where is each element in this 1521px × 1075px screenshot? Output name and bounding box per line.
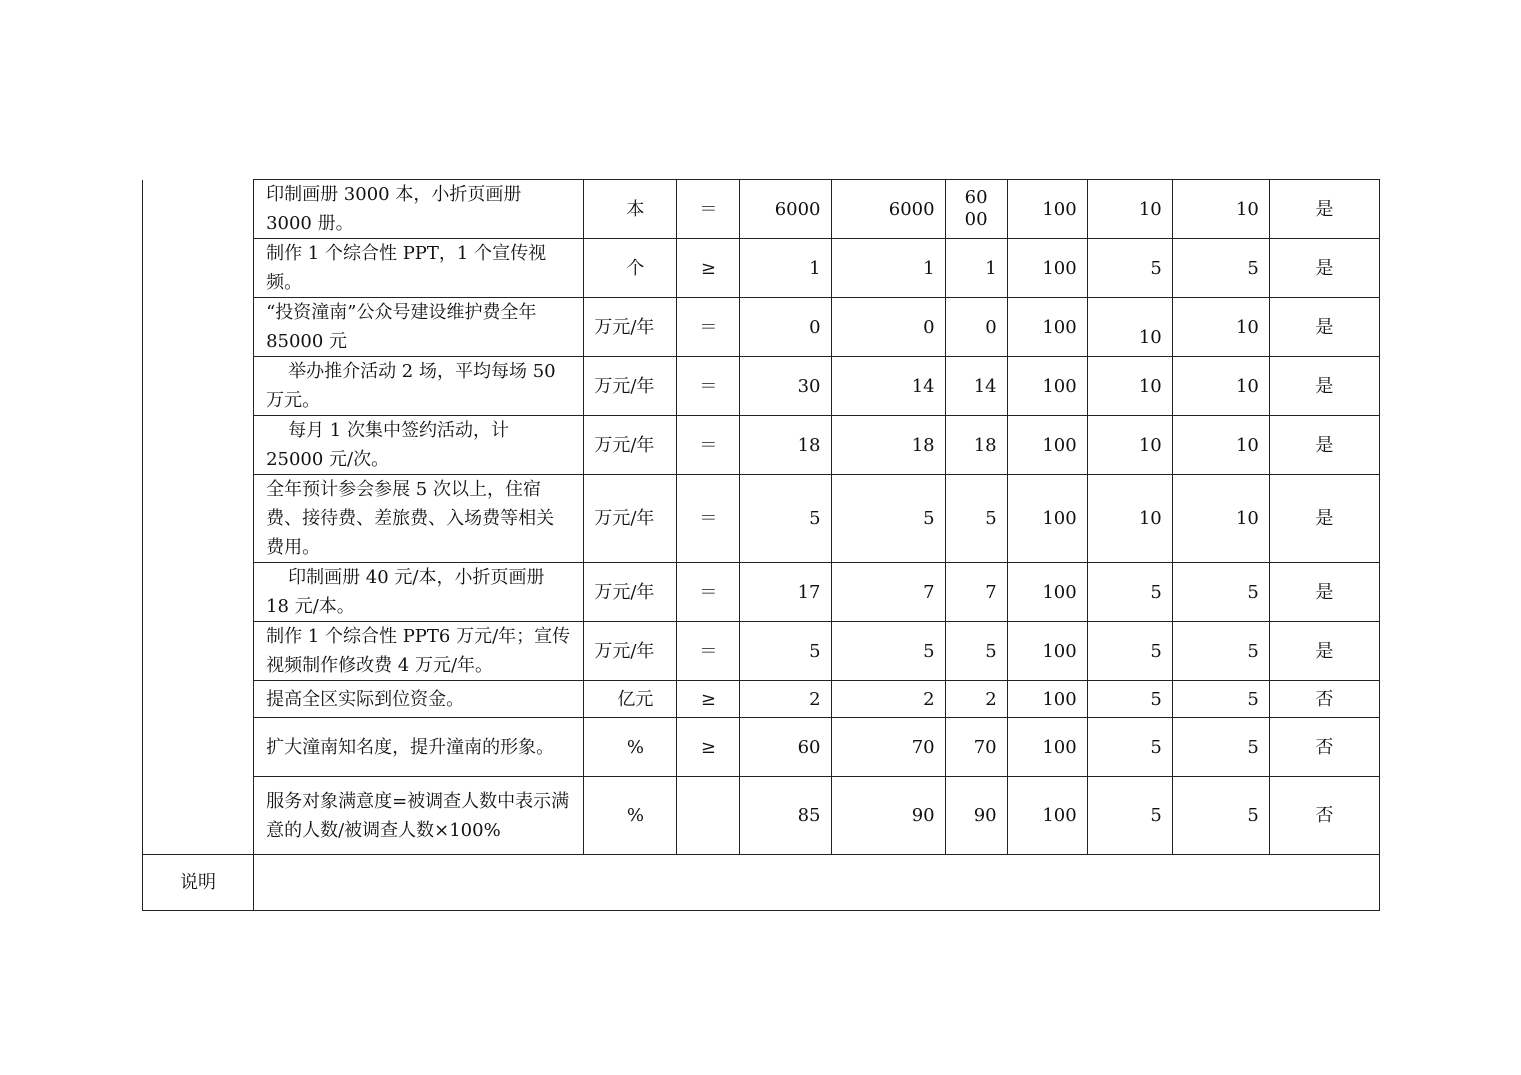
unit-cell — [584, 563, 677, 622]
score-value: 60 00 — [945, 180, 1007, 239]
unit-text: 万元/年 — [594, 434, 655, 456]
score-value: 7 — [945, 563, 1007, 622]
indicator-desc-text: 举办推介活动 2 场，平均每场 50 万元。 — [266, 361, 556, 411]
unit-cell: 本 — [584, 180, 677, 239]
got-value: 5 — [1172, 777, 1269, 855]
target-value: 17 — [740, 563, 831, 622]
operator-cell: ≥ — [677, 681, 740, 718]
got-value: 10 — [1172, 180, 1269, 239]
unit-cell — [584, 475, 677, 563]
weight-value: 5 — [1087, 622, 1172, 681]
unit-text: 万元/年 — [594, 581, 655, 603]
score-value: 14 — [945, 357, 1007, 416]
actual-value: 6000 — [831, 180, 945, 239]
table-row — [143, 622, 1380, 681]
indicator-desc — [254, 357, 584, 416]
unit-text: 万元/年 — [594, 640, 655, 662]
rate-value: 100 — [1007, 180, 1087, 239]
operator-cell: ＝ — [677, 416, 740, 475]
weight-value: 5 — [1087, 777, 1172, 855]
score-value: 0 — [945, 298, 1007, 357]
indicator-desc: 服务对象满意度=被调查人数中表示满意的人数/被调查人数×100% — [254, 777, 584, 855]
unit-cell: % — [584, 718, 677, 777]
table-row — [143, 681, 1380, 718]
unit-cell — [584, 622, 677, 681]
indicator-desc-text: 印制画册 40 元/本，小折页画册 18 元/本。 — [266, 567, 545, 617]
actual-value: 7 — [831, 563, 945, 622]
operator-cell: ＝ — [677, 622, 740, 681]
target-value: 0 — [740, 298, 831, 357]
target-value: 5 — [740, 475, 831, 563]
got-value: 10 — [1172, 298, 1269, 357]
got-value: 10 — [1172, 416, 1269, 475]
target-value: 85 — [740, 777, 831, 855]
unit-cell: 亿元 — [584, 681, 677, 718]
score-value: 2 — [945, 681, 1007, 718]
flag-cell: 是 — [1269, 239, 1379, 298]
actual-value: 18 — [831, 416, 945, 475]
flag-cell: 否 — [1269, 718, 1379, 777]
weight-value: 5 — [1087, 563, 1172, 622]
got-value: 5 — [1172, 622, 1269, 681]
target-value: 5 — [740, 622, 831, 681]
flag-cell: 否 — [1269, 777, 1379, 855]
remarks-content — [254, 855, 1380, 911]
got-value: 5 — [1172, 239, 1269, 298]
weight-value: 5 — [1087, 718, 1172, 777]
weight-value: 10 — [1087, 180, 1172, 239]
flag-cell: 是 — [1269, 357, 1379, 416]
operator-cell: ＝ — [677, 475, 740, 563]
rate-value: 100 — [1007, 298, 1087, 357]
unit-text: 万元/年 — [594, 316, 655, 338]
category-cell — [143, 180, 254, 855]
unit-text: 万元/年 — [594, 508, 655, 529]
rate-value: 100 — [1007, 622, 1087, 681]
indicator-desc — [254, 416, 584, 475]
indicator-desc: 制作 1 个综合性 PPT，1 个宣传视频。 — [254, 239, 584, 298]
indicator-desc: 提高全区实际到位资金。 — [254, 681, 584, 718]
indicator-desc: 扩大潼南知名度，提升潼南的形象。 — [254, 718, 584, 777]
operator-cell: ＝ — [677, 180, 740, 239]
actual-value: 14 — [831, 357, 945, 416]
actual-value: 5 — [831, 622, 945, 681]
score-value: 5 — [945, 475, 1007, 563]
target-value: 18 — [740, 416, 831, 475]
rate-value: 100 — [1007, 777, 1087, 855]
rate-value: 100 — [1007, 563, 1087, 622]
unit-cell: 个 — [584, 239, 677, 298]
weight-value: 10 — [1087, 357, 1172, 416]
target-value: 60 — [740, 718, 831, 777]
got-value: 5 — [1172, 718, 1269, 777]
target-value: 6000 — [740, 180, 831, 239]
unit-cell: % — [584, 777, 677, 855]
table-row — [143, 718, 1380, 777]
table-row — [143, 298, 1380, 357]
actual-value: 5 — [831, 475, 945, 563]
indicator-desc: 全年预计参会参展 5 次以上，住宿费、接待费、差旅费、入场费等相关费用。 — [254, 475, 584, 563]
indicator-desc: 印制画册 3000 本，小折页画册 3000 册。 — [254, 180, 584, 239]
operator-cell: ＝ — [677, 563, 740, 622]
flag-cell: 是 — [1269, 180, 1379, 239]
operator-cell: ≥ — [677, 718, 740, 777]
rate-value: 100 — [1007, 416, 1087, 475]
flag-cell: 是 — [1269, 298, 1379, 357]
indicator-desc: 制作 1 个综合性 PPT6 万元/年；宣传视频制作修改费 4 万元/年。 — [254, 622, 584, 681]
weight-value — [1087, 298, 1172, 357]
got-value: 10 — [1172, 357, 1269, 416]
score-value: 70 — [945, 718, 1007, 777]
table-row — [143, 239, 1380, 298]
actual-value: 70 — [831, 718, 945, 777]
got-value: 5 — [1172, 563, 1269, 622]
unit-cell — [584, 357, 677, 416]
flag-cell: 是 — [1269, 563, 1379, 622]
actual-value: 0 — [831, 298, 945, 357]
operator-cell — [677, 777, 740, 855]
indicator-desc: “投资潼南”公众号建设维护费全年 85000 元 — [254, 298, 584, 357]
weight-value: 10 — [1087, 416, 1172, 475]
flag-cell: 是 — [1269, 416, 1379, 475]
operator-cell: ＝ — [677, 298, 740, 357]
rate-value: 100 — [1007, 239, 1087, 298]
performance-table — [142, 179, 1380, 911]
indicator-desc — [254, 563, 584, 622]
score-value: 1 — [945, 239, 1007, 298]
target-value: 1 — [740, 239, 831, 298]
operator-cell: ＝ — [677, 357, 740, 416]
flag-cell: 是 — [1269, 622, 1379, 681]
unit-text: 万元/年 — [594, 375, 655, 397]
table-row — [143, 777, 1380, 855]
rate-value: 100 — [1007, 681, 1087, 718]
weight-value: 5 — [1087, 681, 1172, 718]
score-value: 5 — [945, 622, 1007, 681]
table-row — [143, 180, 1380, 239]
got-value: 10 — [1172, 475, 1269, 563]
score-value: 90 — [945, 777, 1007, 855]
weight-value: 5 — [1087, 239, 1172, 298]
table-row — [143, 416, 1380, 475]
rate-value: 100 — [1007, 475, 1087, 563]
table-row — [143, 475, 1380, 563]
rate-value: 100 — [1007, 718, 1087, 777]
score-value: 18 — [945, 416, 1007, 475]
flag-cell: 否 — [1269, 681, 1379, 718]
table-row — [143, 357, 1380, 416]
weight-value: 10 — [1087, 475, 1172, 563]
unit-cell — [584, 298, 677, 357]
operator-cell: ≥ — [677, 239, 740, 298]
rate-value: 100 — [1007, 357, 1087, 416]
unit-cell — [584, 416, 677, 475]
table-row — [143, 563, 1380, 622]
indicator-desc-text: 每月 1 次集中签约活动，计 25000 元/次。 — [266, 420, 509, 470]
remarks-label: 说明 — [143, 855, 254, 911]
remarks-row — [143, 855, 1380, 911]
actual-value: 90 — [831, 777, 945, 855]
actual-value: 2 — [831, 681, 945, 718]
actual-value: 1 — [831, 239, 945, 298]
flag-cell: 是 — [1269, 475, 1379, 563]
target-value: 2 — [740, 681, 831, 718]
target-value: 30 — [740, 357, 831, 416]
weight-text: 10 — [1138, 326, 1162, 348]
got-value: 5 — [1172, 681, 1269, 718]
